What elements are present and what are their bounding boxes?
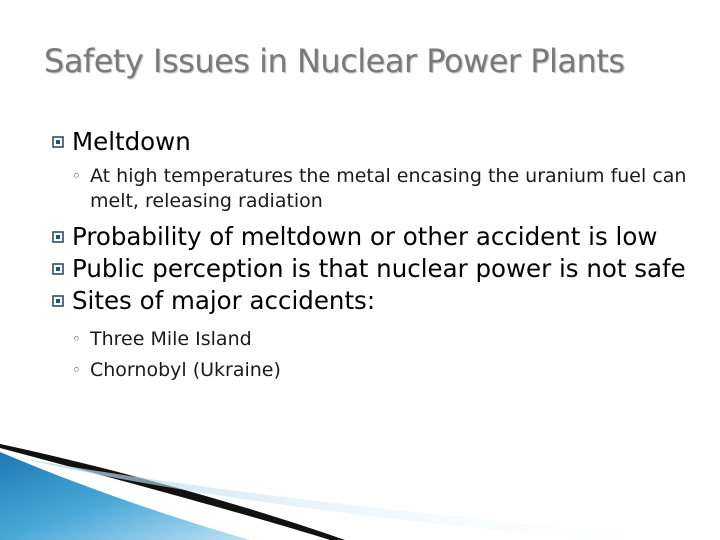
bullet-level1	[52, 221, 702, 253]
hollow-square-bullet-icon	[52, 263, 64, 275]
hollow-square-bullet-icon	[52, 136, 64, 148]
bullet-item-meltdown	[52, 126, 702, 214]
slide-title: Safety Issues in Nuclear Power Plants	[44, 42, 625, 80]
bullet-list	[52, 126, 702, 383]
bullet-text: Public perception is that nuclear power is not safe	[72, 254, 686, 283]
sub-bullet-text: At high temperatures the metal encasing the uranium fuel can melt, releasing radiation	[90, 165, 687, 212]
sub-bullet-marker: ◦	[72, 330, 81, 348]
blue-swoosh-shape	[0, 452, 250, 540]
sub-bullet-marker: ◦	[72, 167, 81, 185]
bullet-level1	[52, 285, 702, 317]
sub-bullet-marker: ◦	[72, 361, 81, 379]
bullet-level1	[52, 253, 702, 285]
bullet-item-perception	[52, 253, 702, 285]
hollow-square-bullet-icon	[52, 231, 64, 243]
bullet-item-probability	[52, 221, 702, 253]
sub-bullet-text: Three Mile Island	[90, 328, 252, 350]
bullet-text: Sites of major accidents:	[72, 286, 376, 315]
sub-bullet	[52, 164, 702, 214]
bullet-item-sites	[52, 285, 702, 383]
bullet-text: Probability of meltdown or other accident is low	[72, 222, 658, 251]
sub-bullet	[52, 358, 702, 383]
decorative-swoosh	[0, 440, 720, 540]
bullet-text: Meltdown	[72, 127, 191, 156]
bullet-level1	[52, 126, 702, 158]
sub-bullet-text: Chornobyl (Ukraine)	[90, 359, 281, 381]
hollow-square-bullet-icon	[52, 295, 64, 307]
sub-bullet	[52, 327, 702, 352]
